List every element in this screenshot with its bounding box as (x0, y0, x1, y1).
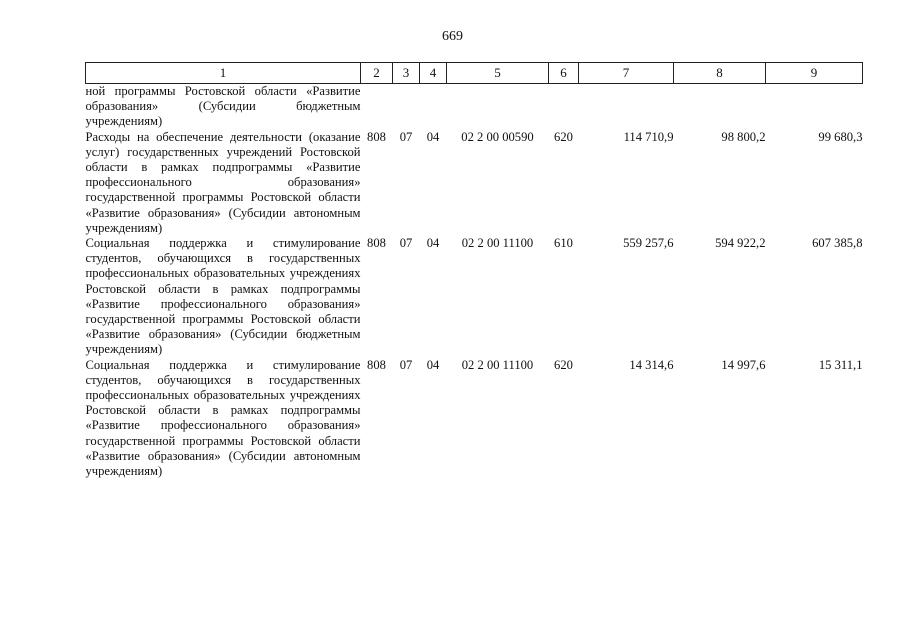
table-row (86, 358, 863, 480)
budget-table (85, 62, 863, 479)
column-header-6: 6 (549, 63, 579, 84)
amount-col-8: 98 800,2 (721, 129, 766, 144)
expense-type-code: 620 (554, 129, 573, 144)
table-row (86, 84, 863, 130)
amount-col-8: 594 922,2 (715, 236, 766, 251)
section-code: 07 (399, 357, 413, 372)
section-code (393, 84, 420, 130)
amount-col-9: 15 311,1 (818, 357, 863, 372)
amount-col-8: 14 997,6 (721, 357, 766, 372)
column-header-2: 2 (361, 63, 393, 84)
amount-col-9: 99 680,3 (818, 129, 863, 144)
table-row (86, 236, 863, 358)
amount-col-9 (766, 84, 863, 130)
header-row (86, 63, 863, 84)
subsection-code: 04 (426, 236, 440, 251)
column-header-3: 3 (393, 63, 420, 84)
target-article-code (447, 84, 549, 130)
row-description: Расходы на обеспечение деятельности (оказание услуг) государственных учреждений Ростовской области в рамках подпрограммы «Развитие профессионального образования» государственной программы Ростовской области «Развитие образования» (Субсидии автономным учреждениям) (85, 129, 361, 235)
ministry-code: 808 (367, 236, 386, 251)
target-article-code: 02 2 00 11100 (461, 357, 534, 372)
amount-col-8 (674, 84, 766, 130)
amount-col-9: 607 385,8 (812, 236, 863, 251)
expense-type-code: 620 (554, 357, 573, 372)
target-article-code: 02 2 00 00590 (461, 129, 534, 144)
section-code: 07 (399, 236, 413, 251)
expense-type-code (549, 84, 579, 130)
column-header-5: 5 (447, 63, 549, 84)
target-article-code: 02 2 00 11100 (461, 236, 534, 251)
column-header-7: 7 (579, 63, 674, 84)
amount-col-7 (579, 84, 674, 130)
subsection-code: 04 (426, 129, 440, 144)
column-header-9: 9 (766, 63, 863, 84)
page-number: 669 (442, 29, 463, 44)
row-description: Социальная поддержка и стимулирование студентов, обучающихся в государственных профессиональных образовательных учреждениях Ростовской области в рамках подпрограммы «Развитие профессионального образования» государственной программы Ростовской области «Развитие образования» (Субсидии бюджетным учреждениям) (85, 236, 361, 357)
ministry-code (361, 84, 393, 130)
amount-col-7: 114 710,9 (623, 129, 674, 144)
subsection-code: 04 (426, 357, 440, 372)
ministry-code: 808 (367, 357, 386, 372)
amount-col-7: 559 257,6 (623, 236, 674, 251)
section-code: 07 (399, 129, 413, 144)
ministry-code: 808 (367, 129, 386, 144)
table-row (86, 130, 863, 236)
amount-col-7: 14 314,6 (629, 357, 674, 372)
column-header-4: 4 (420, 63, 447, 84)
row-description: ной программы Ростовской области «Развитие образования» (Субсидии бюджетным учреждениям) (85, 84, 361, 129)
row-description: Социальная поддержка и стимулирование студентов, обучающихся в государственных профессиональных образовательных учреждениях Ростовской области в рамках подпрограммы «Развитие профессионального образования» государственной программы Ростовской области «Развитие образования» (Субсидии автономным учреждениям) (85, 357, 361, 479)
subsection-code (420, 84, 447, 130)
expense-type-code: 610 (554, 236, 573, 251)
column-header-1: 1 (86, 63, 361, 84)
column-header-8: 8 (674, 63, 766, 84)
